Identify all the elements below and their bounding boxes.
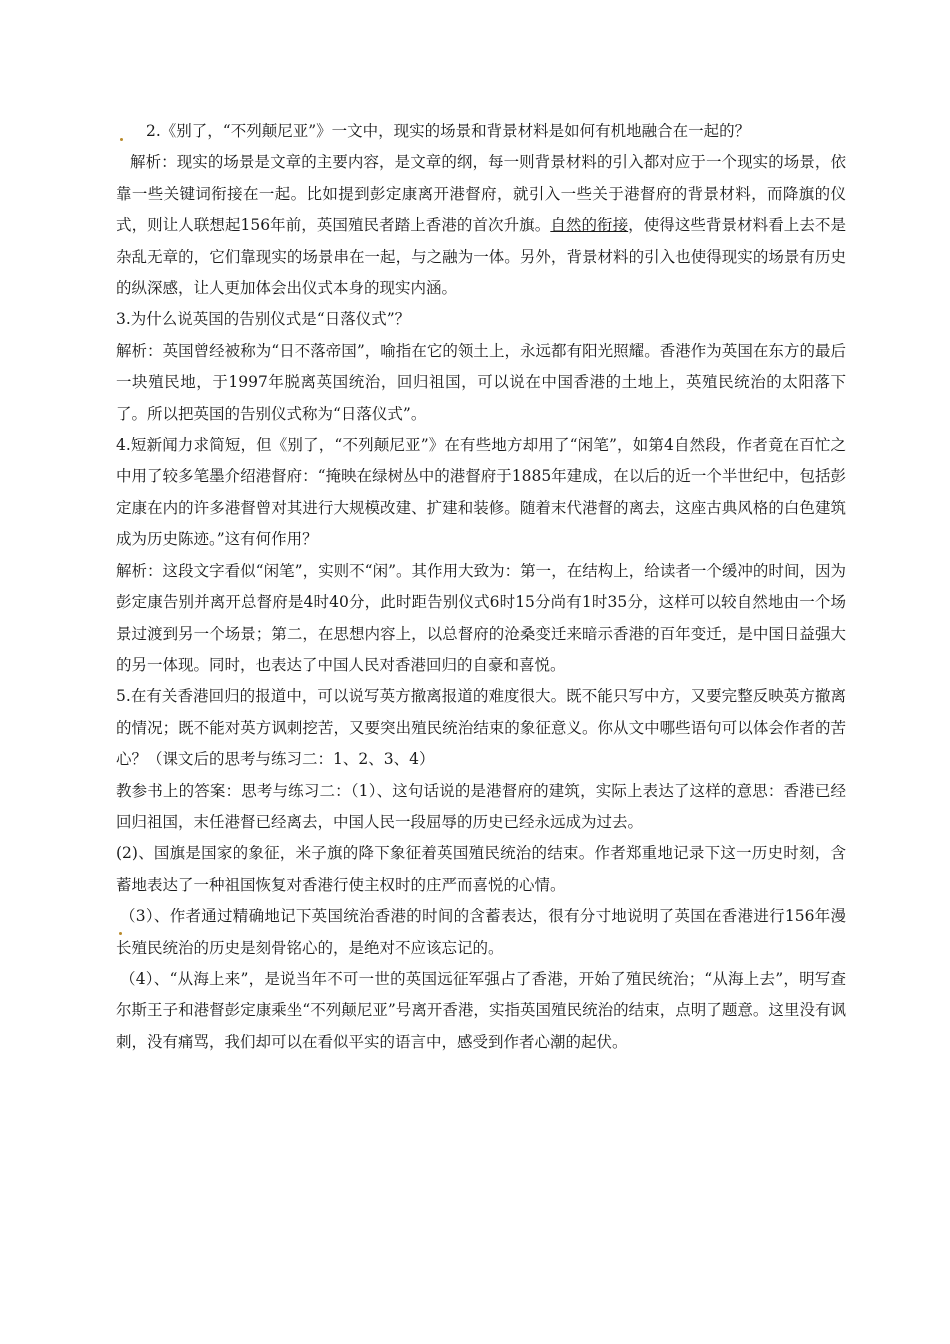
question-5: 5.在有关香港回归的报道中，可以说写英方撤离报道的难度很大。既不能只写中方，又要完整反映英方撤离的情况；既不能对英方讽刺挖苦，又要突出殖民统治结束的象征意义。你从文中哪些语句可以体会作者的苦心？（课文后的思考与练习二：1、2、3、4） (116, 687, 846, 769)
answer-5-part-2: (2)、国旗是国家的象征，米子旗的降下象征着英国殖民统治的结束。作者郑重地记录下这一历史时刻，含蓄地表达了一种祖国恢复对香港行使主权时的庄严而喜悦的心情。 (116, 844, 846, 894)
answer-3: 解析：英国曾经被称为“日不落帝国”，喻指在它的领土上，永远都有阳光照耀。香港作为英国在东方的最后一块殖民地，于1997年脱离英国统治，回归祖国，可以说在中国香港的土地上，英殖民统治的太阳落下了。所以把英国的告别仪式称为“日落仪式”。 (116, 341, 846, 423)
question-2: 2.《别了，“不列颠尼亚”》一文中，现实的场景和背景材料是如何有机地融合在一起的？ (146, 122, 751, 140)
answer-5-part-4: （4）、“从海上来”，是说当年不可一世的英国远征军强占了香港，开始了殖民统治；“从海上去”，明写查尔斯王子和港督彭定康乘坐“不列颠尼亚”号离开香港，实指英国殖民统治的结束，点明了题意。这里没有讽刺，没有痛骂，我们却可以在看似平实的语言中，感受到作者心潮的起伏。 (116, 969, 846, 1051)
answer-2-text-before: 解析：现实的场景是文章的主要内容，是文章的纲，每一则背景材料的引入都对应于一个现实的场景，依靠一些关键词衔接在一起。比如提到彭定康离开港督府，就引入一些关于港督府的背景材料，而降旗的仪式，则让人联想起156年前，英国殖民者踏上香港的首次升旗。 (116, 153, 846, 235)
answer-4: 解析：这段文字看似“闲笔”，实则不“闲”。其作用大致为：第一，在结构上，给读者一个缓冲的时间，因为彭定康告别并离开总督府是4时40分，此时距告别仪式6时15分尚有1时35分，这样可以较自然地由一个场景过渡到另一个场景；第二，在思想内容上，以总督府的沧桑变迁来暗示香港的百年变迁，是中国日益强大的另一体现。同时，也表达了中国人民对香港回归的自豪和喜悦。 (116, 561, 846, 674)
document-body (116, 116, 846, 1058)
answer-5-part-1: 教参书上的答案：思考与练习二：（1）、这句话说的是港督府的建筑，实际上表达了这样的意思：香港已经回归祖国，末任港督已经离去，中国人民一段屈辱的历史已经永远成为过去。 (116, 781, 846, 831)
question-4: 4.短新闻力求简短，但《别了，“不列颠尼亚”》在有些地方却用了“闲笔”，如第4自然段，作者竟在百忙之中用了较多笔墨介绍港督府：“掩映在绿树丛中的港督府于1885年建成，在以后的近一个半世纪中，包括彭定康在内的许多港督曾对其进行大规模改建、扩建和装修。随着末代港督的离去，这座古典风格的白色建筑成为历史陈迹。”这有何作用？ (116, 436, 846, 549)
question-3: 3.为什么说英国的告别仪式是“日落仪式”？ (116, 310, 411, 329)
answer-5-part-3: （3）、作者通过精确地记下英国统治香港的时间的含蓄表达，很有分寸地说明了英国在香港进行156年漫长殖民统治的历史是刻骨铭心的，是绝对不应该忘记的。 (116, 907, 846, 957)
answer-2-text-after: ，使得这些背景材料看上去不是杂乱无章的，它们靠现实的场景串在一起，与之融为一体。另外，背景材料的引入也使得现实的场景有历史的纵深感，让人更加体会出仪式本身的现实内涵。 (116, 216, 846, 298)
answer-2-underlined-phrase: 自然的衔接 (550, 216, 629, 235)
answer-2 (116, 147, 846, 304)
